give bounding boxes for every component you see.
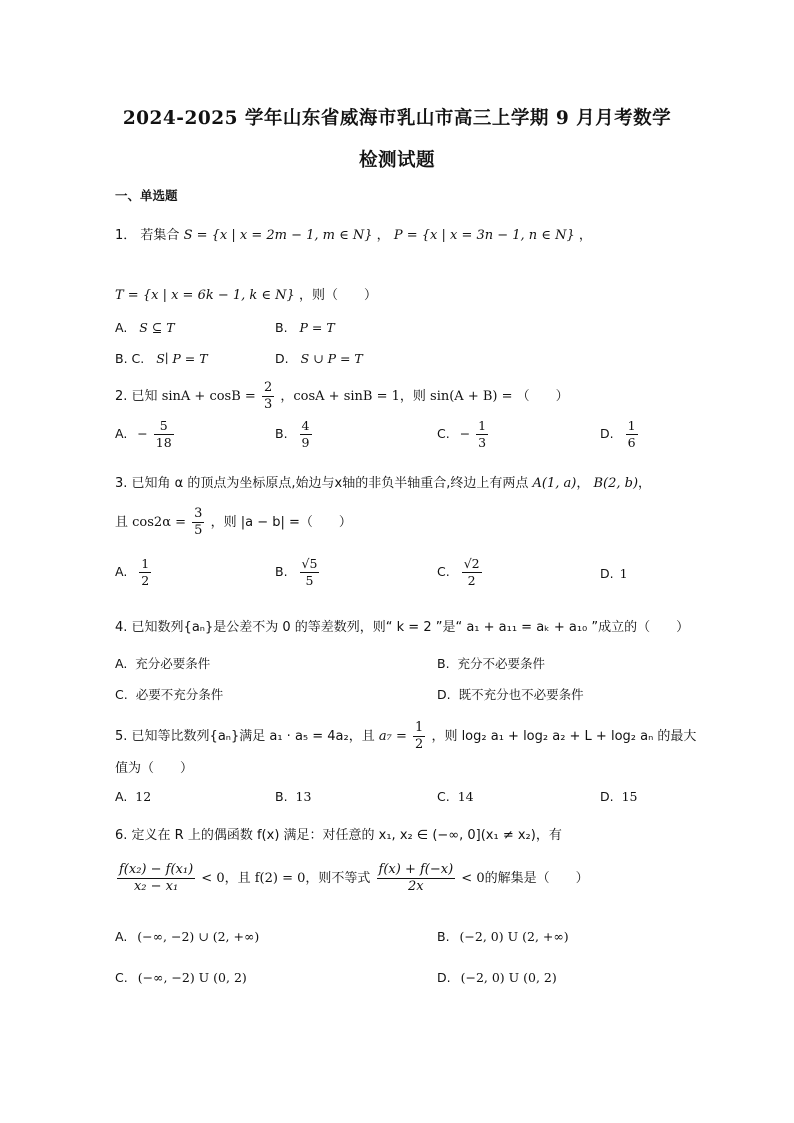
q6-option-c[interactable]: C. (−∞, −2) U (0, 2) (115, 970, 247, 985)
q6-fraction-2: $\frac{f(x) + f(-x)}{2x}$ (378, 862, 454, 894)
q4-stem: 4. 已知数列{aₙ}是公差不为 0 的等差数列，则“ k = 2 ”是“ a₁ + a₁₁ = aₖ + a₁₀ ”成立的（ ） (115, 620, 690, 635)
q1-set-p: P = {x | x = 3n − 1, n ∈ N} (393, 228, 575, 243)
q1-tail: ，则（ ） (298, 288, 377, 303)
q1-set-s: S = {x | x = 2m − 1, m ∈ N} (183, 228, 373, 243)
q5-option-b[interactable]: B. 13 (275, 789, 312, 804)
q6-line1: 6. 定义在 R 上的偶函数 f(x) 满足：对任意的 x₁, x₂ ∈ (−∞, 0](x₁ ≠ x₂)，有 (115, 828, 562, 843)
q1-set-t: T = {x | x = 6k − 1, k ∈ N} (115, 288, 295, 303)
q5-line1: 5. 已知等比数列{aₙ}满足 a₁ · a₅ = 4a₂，且 a₇ = $\frac{1}{2}$ ，则 log₂ a₁ + log₂ a₂ + L + log₂ aₙ 的最大 (115, 720, 697, 752)
q2-stem: 2. 已知 sinA + cosB = $\frac{2}{3}$ ，cosA + sinB = 1，则 sin(A + B) = （ ） (115, 380, 569, 412)
q6-option-b[interactable]: B. (−2, 0) U (2, +∞) (437, 929, 569, 944)
q3-line1: 3. 已知角 α 的顶点为坐标原点,始边与x轴的非负半轴重合,终边上有两点 A(1, a)， B(2, b)， (115, 476, 652, 491)
q3-line2: 且 cos2α = $\frac{3}{5}$ ，则 |a − b| =（ ） (115, 506, 352, 538)
q5-line2: 值为（ ） (115, 761, 194, 776)
q4-number: 4. (115, 620, 128, 635)
q5-fraction: $\frac{1}{2}$ (415, 720, 424, 752)
q2-option-d[interactable]: D. $\frac{1}{6}$ (600, 418, 636, 450)
q1-number: 1． (115, 228, 137, 243)
q5-number: 5. (115, 729, 128, 744)
q6-line2: $\frac{\text{f(x₂) − f(x₁)}}{\text{x₂ − x₁}}$ < 0，且 f(2) = 0，则不等式 $\frac{f(x) + f(-x)}{2x}$ < 0的解集是（ ） (119, 862, 589, 894)
q1-option-d[interactable]: D. S ∪ P = T (275, 351, 363, 366)
q3-option-a[interactable]: A. $\frac{1}{2}$ (115, 556, 150, 588)
exam-title-line2: 检测试题 (358, 150, 435, 171)
section-heading: 一、单选题 (115, 188, 178, 203)
q3-fraction: $\frac{3}{5}$ (194, 506, 203, 538)
q1-lead: 若集合 (140, 228, 180, 243)
q4-option-b[interactable]: B. 充分不必要条件 (437, 656, 546, 671)
q2-option-a[interactable]: A. − $\frac{5}{18}$ (115, 418, 172, 450)
q1-sep2: ， (578, 228, 592, 243)
q3-option-d[interactable]: D. 1 (600, 566, 628, 581)
q1-option-b[interactable]: B. P = T (275, 320, 335, 335)
q6-option-d[interactable]: D. (−2, 0) U (0, 2) (437, 970, 557, 985)
q2-fraction: $\frac{2}{3}$ (263, 380, 273, 412)
exam-title-line1: 2024-2025 学年山东省威海市乳山市高三上学期 9 月月考数学 (122, 108, 672, 129)
q3-option-c[interactable]: C. $\frac{√2}{2}$ (437, 556, 480, 588)
q6-number: 6. (115, 828, 128, 843)
q4-option-c[interactable]: C. 必要不充分条件 (115, 687, 224, 702)
q1-line2 (115, 284, 377, 303)
q3-number: 3. (115, 476, 128, 491)
q1-option-a[interactable]: A. S ⊆ T (115, 320, 175, 335)
q1-option-c[interactable]: B. C. S∣ P = T (115, 351, 208, 366)
q3-option-b[interactable]: B. $\frac{√5}{5}$ (275, 556, 318, 588)
q5-option-d[interactable]: D. 15 (600, 789, 638, 804)
q4-option-a[interactable]: A. 充分必要条件 (115, 656, 211, 671)
q4-option-d[interactable]: D. 既不充分也不必要条件 (437, 687, 584, 702)
q6-option-a[interactable]: A. (−∞, −2) ∪ (2, +∞) (115, 929, 260, 944)
q6-fraction-1: $\frac{\text{f(x₂) − f(x₁)}}{\text{x₂ − x₁}}$ (119, 862, 194, 894)
q2-number: 2. (115, 389, 128, 404)
q1-line1 (115, 224, 592, 243)
q5-option-c[interactable]: C. 14 (437, 789, 474, 804)
q5-option-a[interactable]: A. 12 (115, 789, 152, 804)
q1-sep1: ， (376, 228, 390, 243)
q2-option-b[interactable]: B. $\frac{4}{9}$ (275, 418, 310, 450)
q2-option-c[interactable]: C. − $\frac{1}{3}$ (437, 418, 487, 450)
